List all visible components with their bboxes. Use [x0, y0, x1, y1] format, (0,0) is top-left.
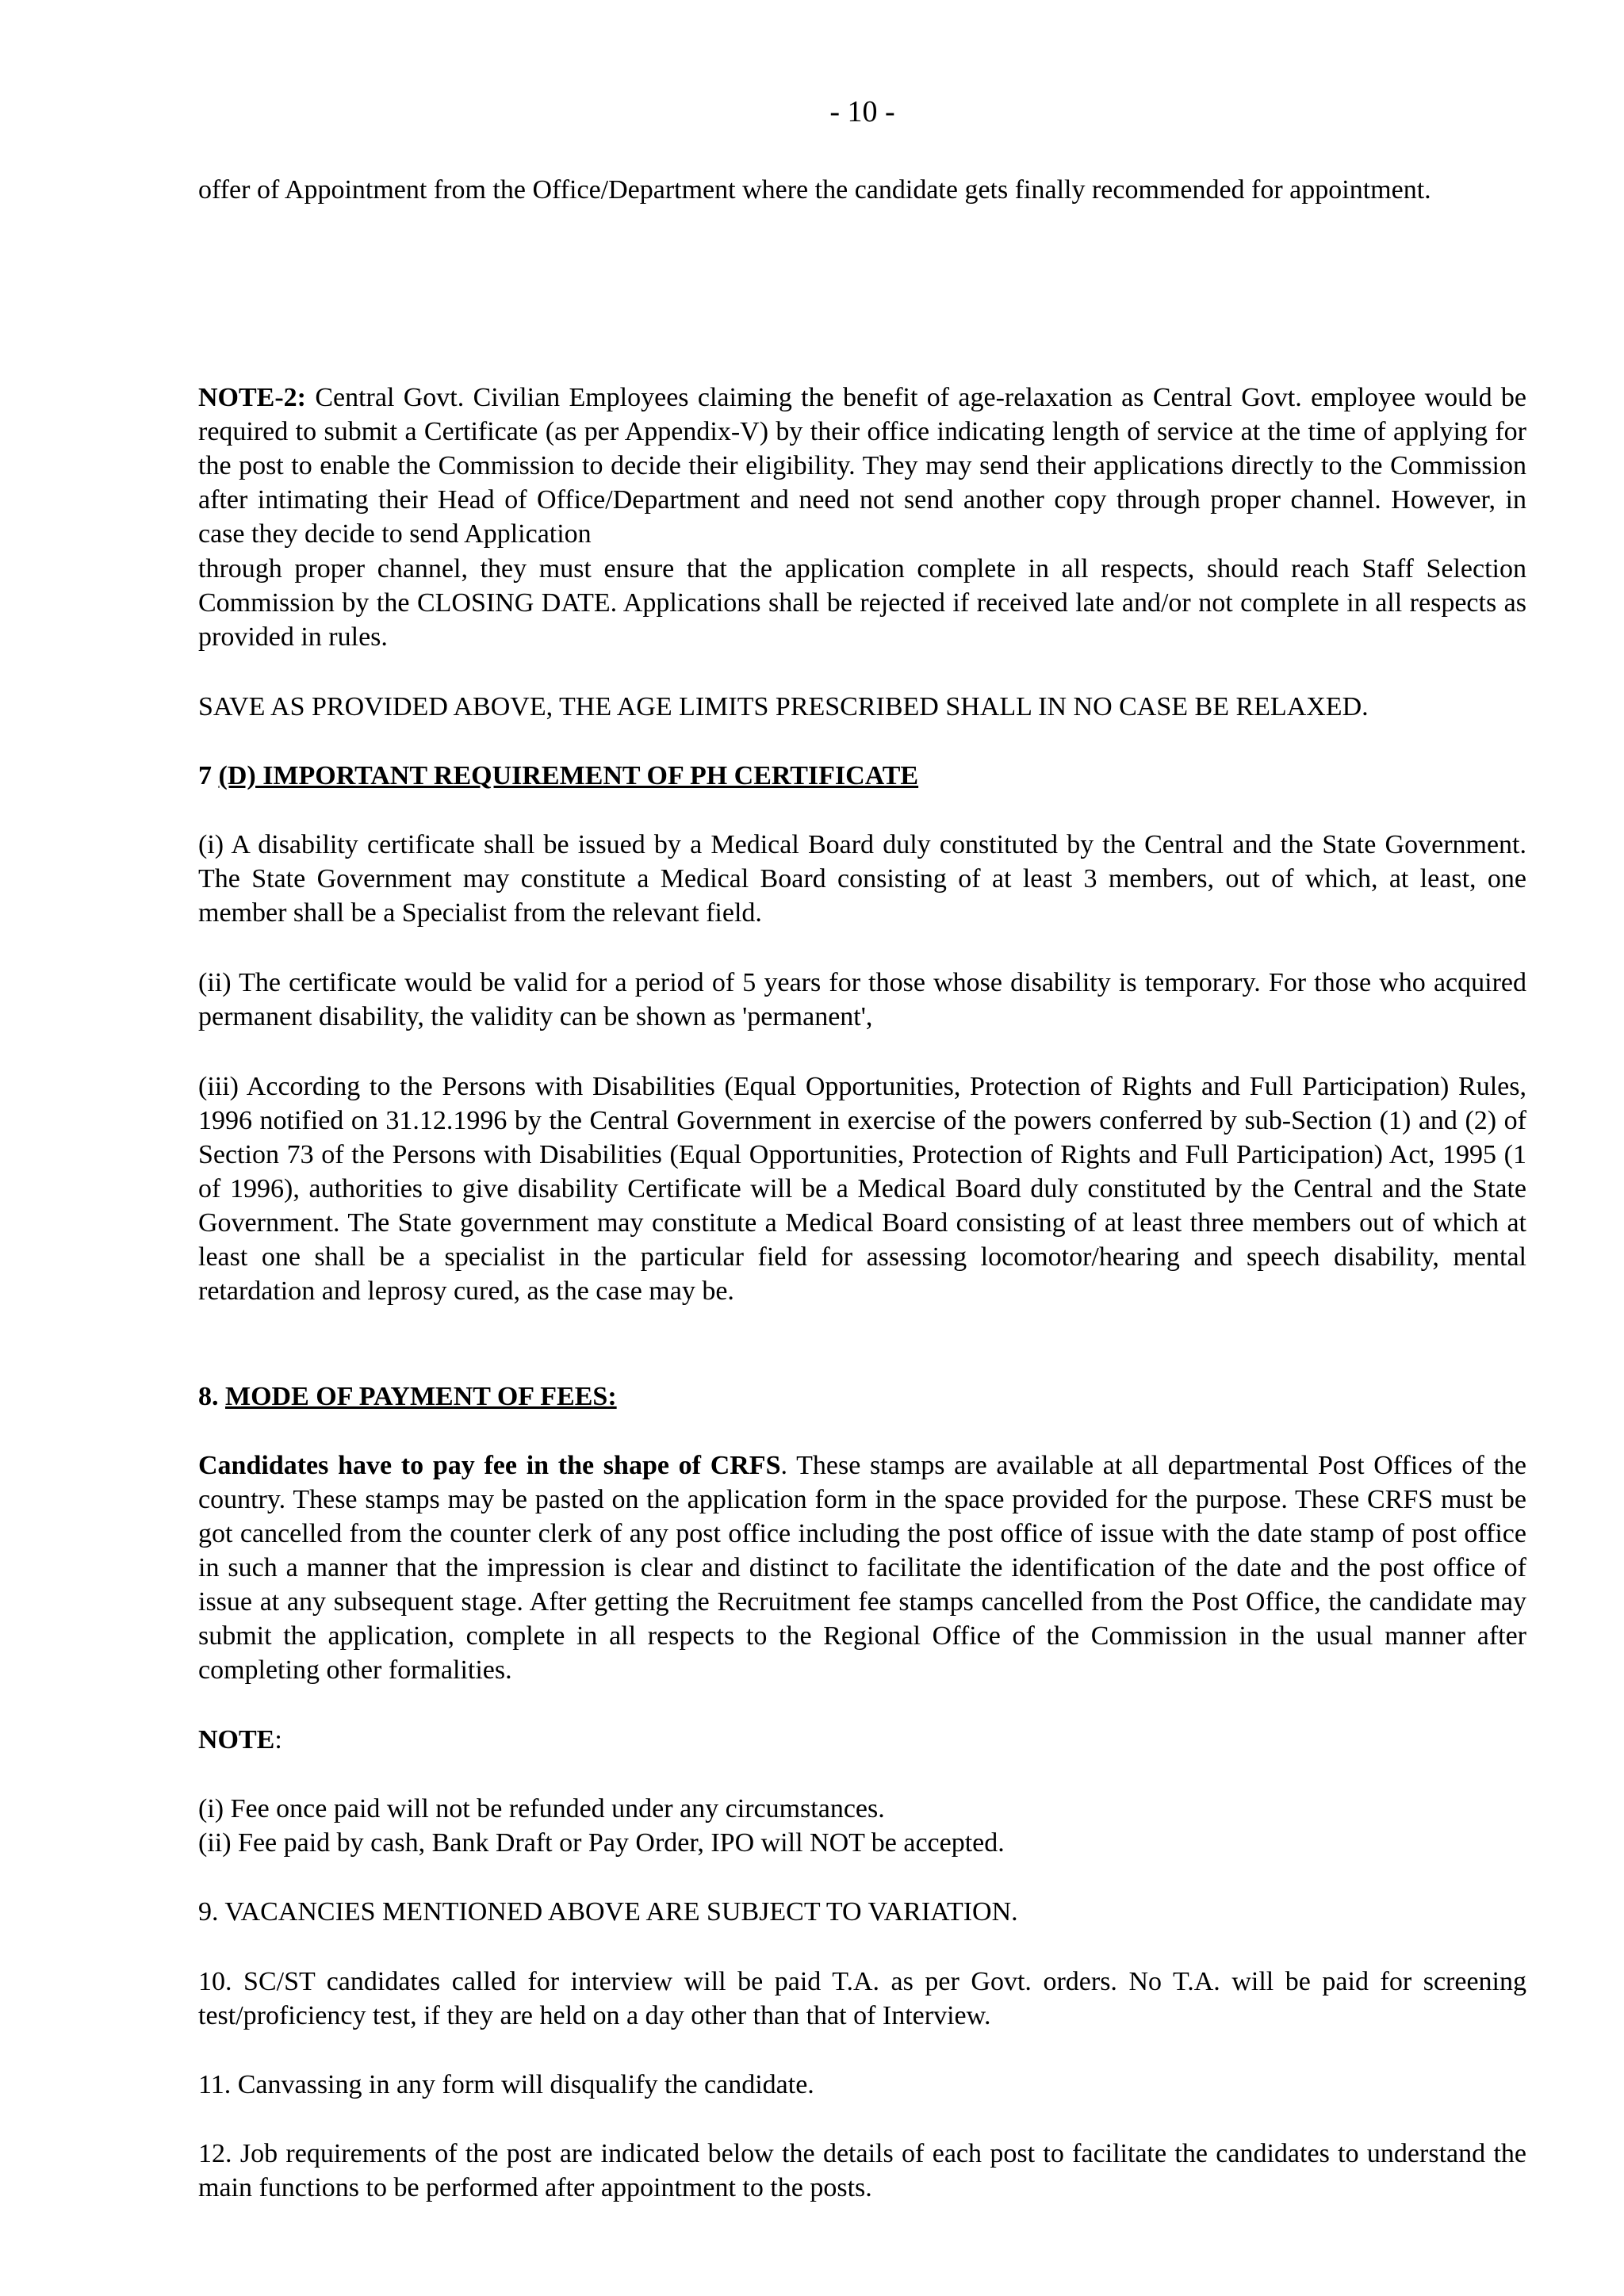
- section-7d-number: 7: [198, 761, 219, 790]
- note-list: [198, 1792, 1526, 1860]
- fees-paragraph: [198, 1448, 1526, 1687]
- section-8-title: MODE OF PAYMENT OF FEES:: [225, 1382, 617, 1411]
- age-limit-statement: SAVE AS PROVIDED ABOVE, THE AGE LIMITS PRESCRIBED SHALL IN NO CASE BE RELAXED.: [198, 692, 1369, 721]
- section-7d-title: (D) IMPORTANT REQUIREMENT OF PH CERTIFICATE: [218, 761, 919, 790]
- note-colon: :: [274, 1725, 282, 1755]
- page-number: - 10 -: [829, 95, 895, 128]
- ph-clause-iii: (iii) According to the Persons with Disabilities (Equal Opportunities, Protection of Rights and Full Participation) Rules, 1996 notified on 31.12.1996 by the Central Government in exercise of the powers conferred by sub-Section (1) and (2) of Section 73 of the Persons with Disabilities (Equal Opportunities, Protection of Rights and Full Participation) Act, 1995 (1 of 1996), authorities to give disability Certificate will be a Medical Board duly constituted by the Central and the State Government. The State government may constitute a Medical Board consisting of at least three members out of which at least one shall be a specialist in the particular field for assessing locomotor/hearing and speech disability, mental retardation and leprosy cured, as the case may be.: [198, 1072, 1526, 1306]
- section-8-number: 8.: [198, 1382, 225, 1411]
- note-2-paragraph: [198, 381, 1526, 551]
- note-2-paragraph-continued: through proper channel, they must ensure that the application complete in all respects, should reach Staff Selection Commission by the CLOSING DATE. Applications shall be rejected if received late and/or not complete in all respects as provided in rules.: [198, 554, 1526, 652]
- note-2-label: NOTE-2:: [198, 383, 306, 412]
- item-12: 12. Job requirements of the post are indicated below the details of each post to facilitate the candidates to understand the main functions to be performed after appointment to the posts.: [198, 2139, 1526, 2202]
- note-heading: [198, 1723, 1526, 1757]
- section-8-heading: [198, 1380, 1526, 1414]
- fees-paragraph-bold-lead: Candidates have to pay fee in the shape of CRFS: [198, 1451, 781, 1480]
- ph-clause-ii: (ii) The certificate would be valid for a period of 5 years for those whose disability is temporary. For those who acquired permanent disability, the validity can be shown as 'permanent',: [198, 968, 1526, 1031]
- fees-paragraph-text: . These stamps are available at all departmental Post Offices of the country. These stamps may be pasted on the application form in the space provided for the purpose. These CRFS must be got cancelled from the counter clerk of any post office including the post office of issue with the date stamp of post office in such a manner that the impression is clear and distinct to facilitate the identification of the date and the post office of issue at any subsequent stage. After getting the Recruitment fee stamps cancelled from the Post Office, the candidate may submit the application, complete in all respects to the Regional Office of the Commission in the usual manner after completing other formalities.: [198, 1451, 1526, 1685]
- item-9: 9. VACANCIES MENTIONED ABOVE ARE SUBJECT TO VARIATION.: [198, 1897, 1018, 1927]
- ph-clause-i: (i) A disability certificate shall be issued by a Medical Board duly constituted by the Central and the State Government. The State Government may constitute a Medical Board consisting of at least 3 members, out of which, at least, one member shall be a Specialist from the relevant field.: [198, 830, 1526, 928]
- note-2-text-part-a: Central Govt. Civilian Employees claiming the benefit of age-relaxation as Central Govt. employee would be required to submit a Certificate (as per Appendix-V) by their office indicating length of service at the time of applying for the post to enable the Commission to decide their eligibility. They may send their applications directly to the Commission after intimating their Head of Office/Department and need not send another copy through proper channel. However, in case they decide to send Application: [198, 383, 1526, 549]
- note-item-i: (i) Fee once paid will not be refunded under any circumstances.: [198, 1794, 885, 1823]
- section-7d-heading: [198, 759, 1526, 793]
- item-10: 10. SC/ST candidates called for interview will be paid T.A. as per Govt. orders. No T.A. will be paid for screening test/proficiency test, if they are held on a day other than that of Interview.: [198, 1967, 1526, 2030]
- item-11: 11. Canvassing in any form will disqualify the candidate.: [198, 2070, 814, 2099]
- note-label: NOTE: [198, 1725, 275, 1755]
- continuation-paragraph: offer of Appointment from the Office/Department where the candidate gets finally recommended for appointment.: [198, 175, 1431, 205]
- note-item-ii: (ii) Fee paid by cash, Bank Draft or Pay Order, IPO will NOT be accepted.: [198, 1828, 1005, 1858]
